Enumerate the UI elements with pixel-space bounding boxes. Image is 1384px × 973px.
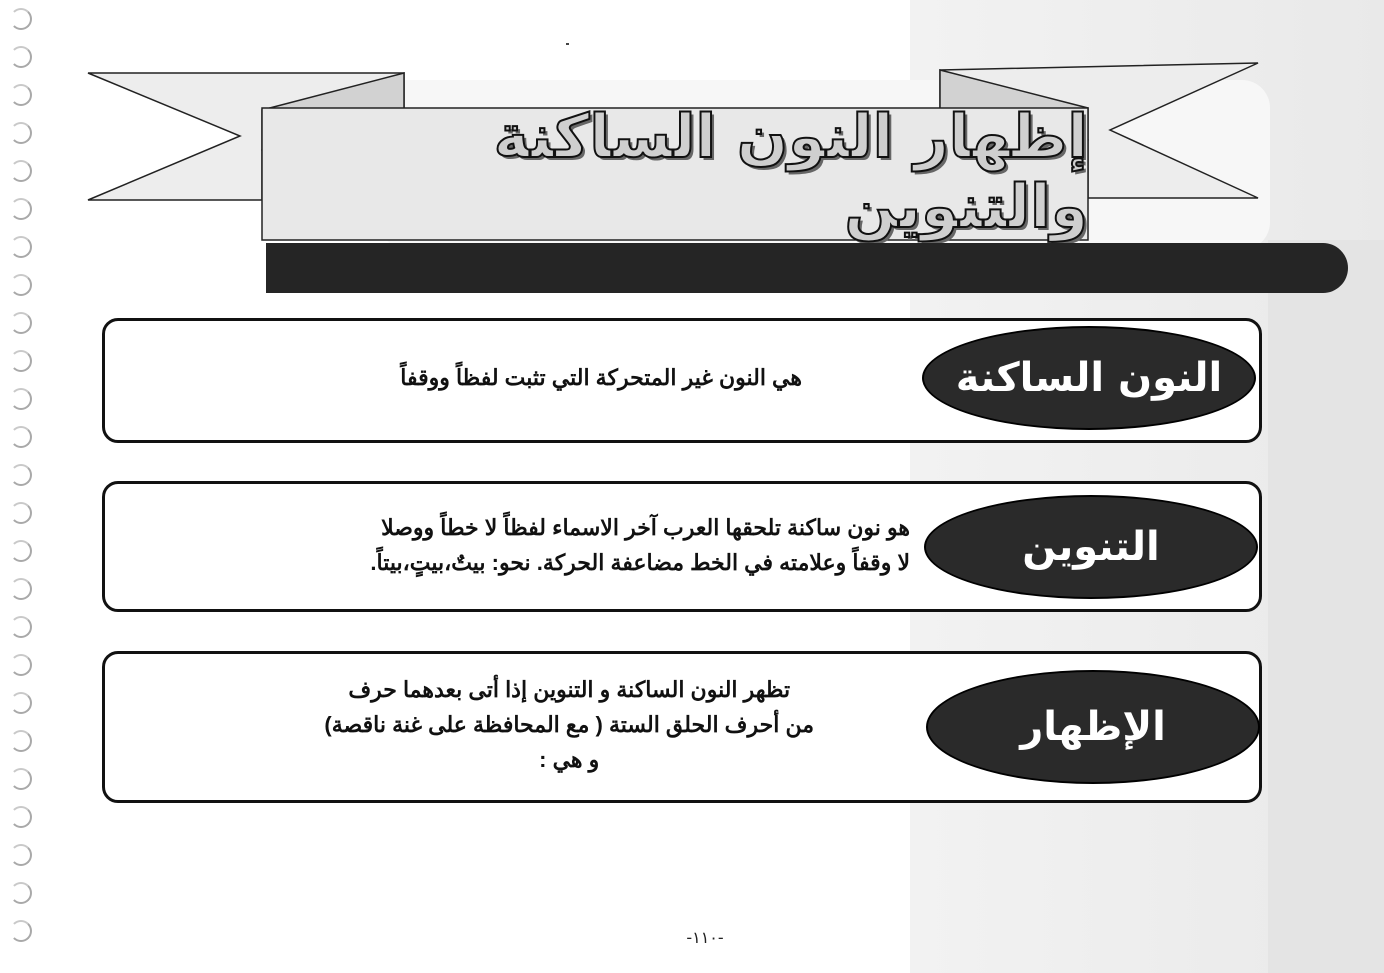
term-pill-tanwin: التنوين <box>924 495 1258 599</box>
binding-ring <box>10 768 32 790</box>
definition-text-izhar <box>324 672 814 777</box>
binding-ring <box>10 692 32 714</box>
page-shadow-edge <box>1268 240 1384 973</box>
binding-ring <box>10 540 32 562</box>
binding-ring <box>10 844 32 866</box>
binding-ring <box>10 388 32 410</box>
page-number: -١١٠- <box>686 928 724 947</box>
binding-ring <box>10 882 32 904</box>
term-pill-sakina: النون الساكنة <box>922 326 1256 430</box>
definition-line: لا وقفاً وعلامته في الخط مضاعفة الحركة. نحو: بيتٌ،بيتٍ،بيتاً. <box>370 550 910 575</box>
binding-ring <box>10 464 32 486</box>
definition-text-tanwin <box>370 510 910 580</box>
title-underline-bar <box>266 243 1348 293</box>
definition-text-sakina <box>400 360 802 395</box>
definition-line: هو نون ساكنة تلحقها العرب آخر الاسماء لفظاً لا خطاً ووصلا <box>381 515 910 540</box>
term-pill-izhar: الإظهار <box>926 670 1260 784</box>
definition-line: تظهر النون الساكنة و التنوين إذا أتى بعدهما حرف <box>348 677 791 702</box>
page-title: إظهار النون الساكنة والتنوين <box>493 102 1088 242</box>
definition-line: و هي : <box>539 747 600 772</box>
binding-ring <box>10 730 32 752</box>
binding-ring <box>10 578 32 600</box>
binding-ring <box>10 806 32 828</box>
definition-line: هي النون غير المتحركة التي تثبت لفظاً ووقفاً <box>400 365 802 390</box>
definition-line: من أحرف الحلق الستة ( مع المحافظة على غنة ناقصة) <box>324 712 814 737</box>
binding-ring <box>10 920 32 942</box>
binding-ring <box>10 502 32 524</box>
binding-ring <box>10 654 32 676</box>
binding-ring <box>10 426 32 448</box>
binding-ring <box>10 616 32 638</box>
binding-ring <box>10 350 32 372</box>
